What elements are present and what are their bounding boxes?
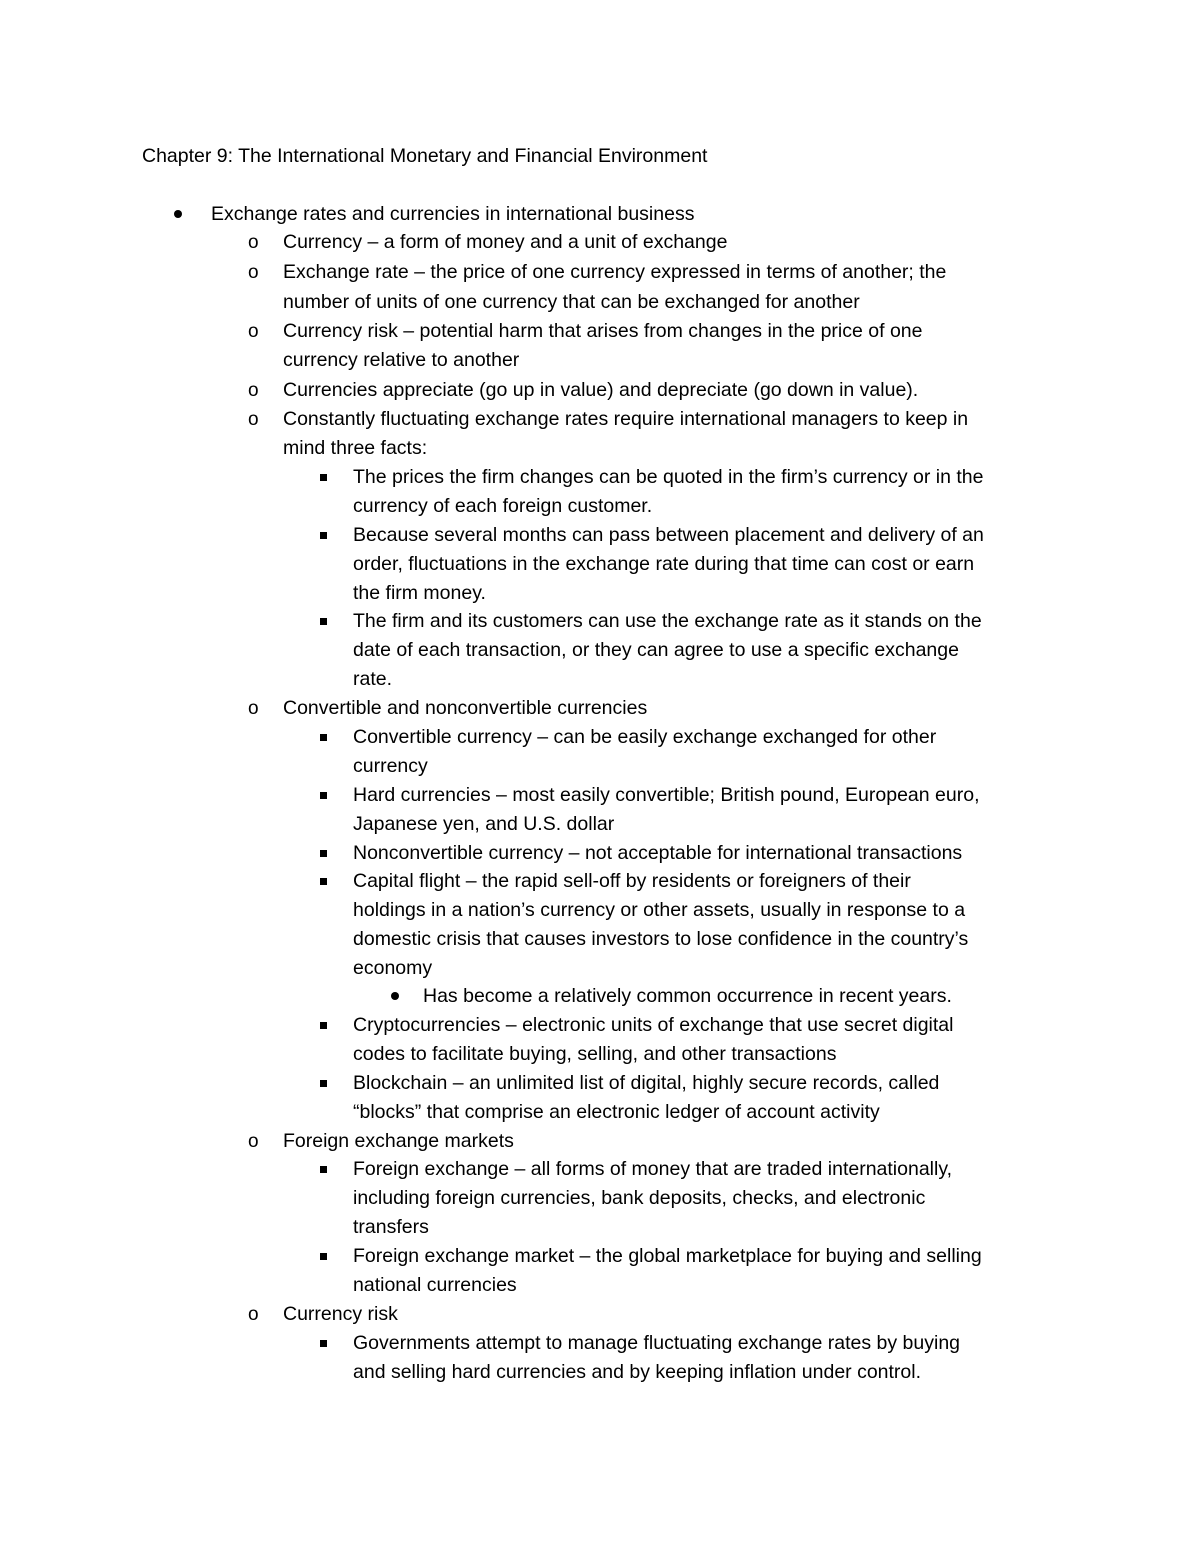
- list-item-level3: Blockchain – an unlimited list of digital, highly secure records, called: [353, 1072, 940, 1094]
- list-item-level3: Governments attempt to manage fluctuating exchange rates by buying: [353, 1332, 961, 1354]
- list-item-level3-cont: transfers: [353, 1216, 429, 1238]
- bullet-square-marker: [320, 1340, 327, 1347]
- list-item-level3-cont: economy: [353, 957, 433, 979]
- list-item-level3-cont: currency of each foreign customer.: [353, 495, 653, 517]
- bullet-square-marker: [320, 618, 327, 625]
- bullet-square-marker: [320, 1022, 327, 1029]
- list-item-level3-cont: currency: [353, 755, 428, 777]
- list-item-level2: Convertible and nonconvertible currencies: [283, 697, 648, 719]
- bullet-square-marker: [320, 474, 327, 481]
- list-item-level2-cont: currency relative to another: [283, 349, 520, 371]
- list-item-level3: Convertible currency – can be easily exchange exchanged for other: [353, 726, 937, 748]
- bullet-circle-marker: o: [248, 321, 259, 342]
- list-item-level3-cont: date of each transaction, or they can agree to use a specific exchange: [353, 639, 959, 661]
- list-item-level2: Exchange rate – the price of one currency expressed in terms of another; the: [283, 261, 947, 283]
- list-item-level3-cont: Japanese yen, and U.S. dollar: [353, 813, 615, 835]
- list-item-level3: Foreign exchange – all forms of money that are traded internationally,: [353, 1158, 953, 1180]
- list-item-level3: Nonconvertible currency – not acceptable for international transactions: [353, 842, 963, 864]
- list-item-level2: Currency risk – potential harm that arises from changes in the price of one: [283, 320, 923, 342]
- list-item-level3: Hard currencies – most easily convertible; British pound, European euro,: [353, 784, 980, 806]
- list-item-level3: The prices the firm changes can be quoted in the firm’s currency or in the: [353, 466, 984, 488]
- list-item-level2-cont: number of units of one currency that can be exchanged for another: [283, 291, 860, 313]
- bullet-square-marker: [320, 1166, 327, 1173]
- bullet-square-marker: [320, 850, 327, 857]
- bullet-circle-marker: o: [248, 380, 259, 401]
- list-item-level3: Because several months can pass between placement and delivery of an: [353, 524, 984, 546]
- bullet-square-marker: [320, 1253, 327, 1260]
- list-item-level2: Constantly fluctuating exchange rates require international managers to keep in: [283, 408, 969, 430]
- list-item-level3-cont: rate.: [353, 668, 393, 690]
- list-item-level3-cont: order, fluctuations in the exchange rate during that time can cost or earn: [353, 553, 975, 575]
- bullet-disc-marker: [391, 992, 399, 1000]
- page-title: Chapter 9: The International Monetary and Financial Environment: [142, 145, 708, 167]
- bullet-circle-marker: o: [248, 232, 259, 253]
- list-item-level2-cont: mind three facts:: [283, 437, 428, 459]
- list-item-level3-cont: holdings in a nation’s currency or other assets, usually in response to a: [353, 899, 966, 921]
- bullet-square-marker: [320, 734, 327, 741]
- list-item-level3: Capital flight – the rapid sell-off by residents or foreigners of their: [353, 870, 911, 892]
- list-item-level2: Currencies appreciate (go up in value) and depreciate (go down in value).: [283, 379, 919, 401]
- list-item-level3-cont: national currencies: [353, 1274, 517, 1296]
- bullet-square-marker: [320, 792, 327, 799]
- list-item-level4: Has become a relatively common occurrence in recent years.: [423, 985, 952, 1007]
- list-item-level3: The firm and its customers can use the exchange rate as it stands on the: [353, 610, 982, 632]
- list-item-level3-cont: “blocks” that comprise an electronic ledger of account activity: [353, 1101, 880, 1123]
- list-item-level1: Exchange rates and currencies in international business: [211, 203, 695, 225]
- list-item-level3: Foreign exchange market – the global marketplace for buying and selling: [353, 1245, 982, 1267]
- bullet-circle-marker: o: [248, 698, 259, 719]
- list-item-level3-cont: including foreign currencies, bank deposits, checks, and electronic: [353, 1187, 926, 1209]
- list-item-level3-cont: codes to facilitate buying, selling, and other transactions: [353, 1043, 837, 1065]
- bullet-circle-marker: o: [248, 262, 259, 283]
- bullet-square-marker: [320, 1080, 327, 1087]
- bullet-square-marker: [320, 532, 327, 539]
- bullet-square-marker: [320, 878, 327, 885]
- bullet-circle-marker: o: [248, 1131, 259, 1152]
- list-item-level2: Foreign exchange markets: [283, 1130, 514, 1152]
- bullet-disc-marker: [174, 210, 182, 218]
- bullet-circle-marker: o: [248, 1304, 259, 1325]
- bullet-circle-marker: o: [248, 409, 259, 430]
- list-item-level3-cont: the firm money.: [353, 582, 486, 604]
- list-item-level2: Currency risk: [283, 1303, 398, 1325]
- list-item-level3-cont: and selling hard currencies and by keeping inflation under control.: [353, 1361, 922, 1383]
- list-item-level3: Cryptocurrencies – electronic units of exchange that use secret digital: [353, 1014, 954, 1036]
- list-item-level2: Currency – a form of money and a unit of exchange: [283, 231, 728, 253]
- list-item-level3-cont: domestic crisis that causes investors to lose confidence in the country’s: [353, 928, 969, 950]
